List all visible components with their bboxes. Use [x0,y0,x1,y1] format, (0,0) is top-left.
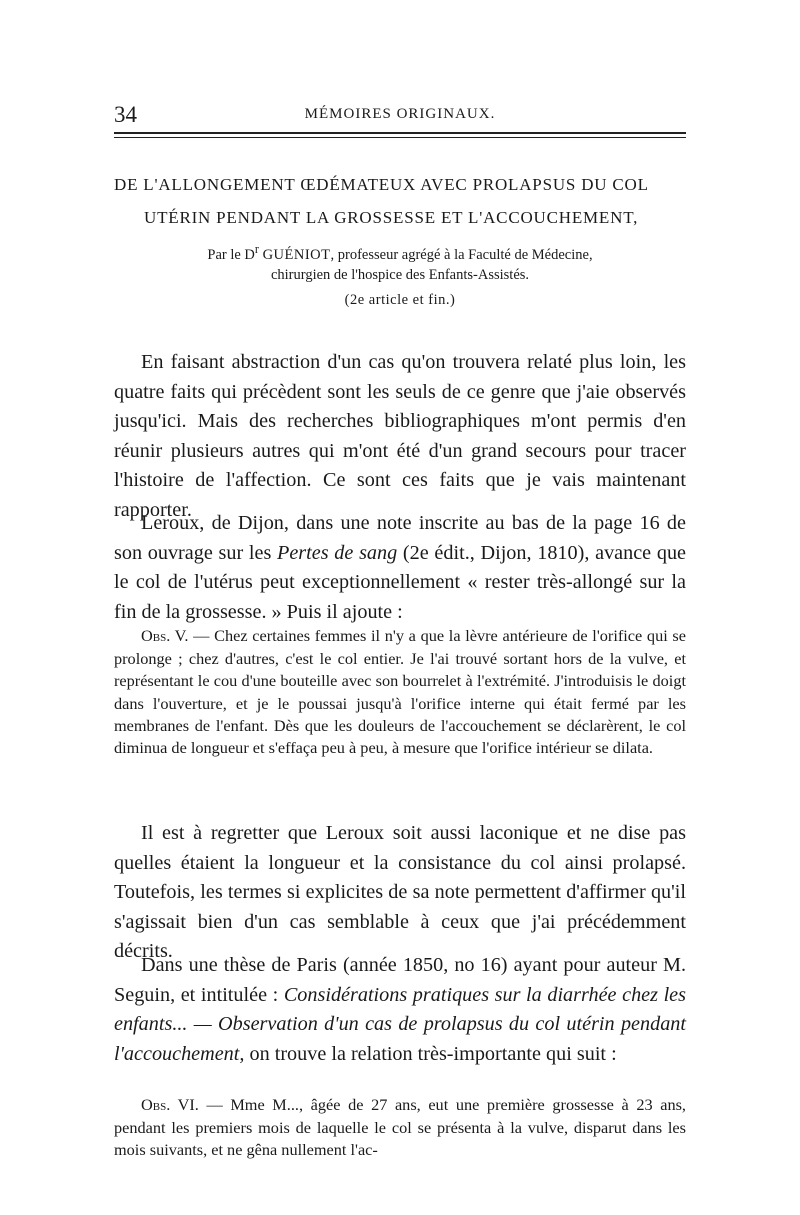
byline-sup: r [254,242,259,256]
observation-6-label: Obs. VI. [141,1095,199,1115]
observation-5 [114,625,686,759]
paragraph-1: En faisant abstraction d'un cas qu'on trouvera relaté plus loin, les quatre faits qui précèdent sont les seuls de ce genre que j'aie observés jusqu'ici. Mais des recherches bibliographiques m'ont permis d'en réunir plusieurs autres qui m'ont été d'un grand secours pour tracer l'histoire de l'affection. Ce sont ces faits que je vais maintenant rapporter. [114,351,686,521]
observation-5-text: — Chez certaines femmes il n'y a que la lèvre antérieure de l'orifice qui se prolonge ; chez d'autres, c'est le col entier. Je l'ai trouvé sortant hors de la vulve, et représentant le cou d'une bouteille avec son bourrelet à l'extrémité. J'introduisis le doigt dans l'ouverture, et je le poussai jusqu'à l'orifice interne qui était fermé par les membranes de l'enfant. Dès que les douleurs de l'accouchement se déclarèrent, le col diminua de longueur et s'effaça peu à peu, à mesure que l'orifice intérieur se dilata. [114,626,686,758]
paragraph-2-text-b: (2e édit., Dijon, 1810), avance que le col de l'utérus peut exceptionnellement « rester très-allongé sur la fin de la grossesse. » Puis il ajoute : [114,541,686,623]
paragraph-2-text-a: Leroux, de Dijon, dans une note inscrite au bas de la page 16 de son ouvrage sur les [114,512,686,564]
header-rule-thick [114,132,686,134]
observation-6-text: — Mme M..., âgée de 27 ans, eut une première grossesse à 23 ans, pendant les premiers mois de laquelle le col se présenta à la vulve, disparut dans les mois suivants, et ne gêna nullement l'ac- [114,1095,686,1160]
article-title-line-1: DE L'ALLONGEMENT ŒDÉMATEUX AVEC PROLAPSUS DU COL [114,175,649,194]
article-title-line-2: UTÉRIN PENDANT LA GROSSESSE ET L'ACCOUCHEMENT, [144,208,639,227]
byline-line-1 [0,239,800,265]
part-note: (2e article et fin.) [344,292,456,308]
author-name: GUÉNIOT [262,246,331,263]
paragraph-2 [114,509,686,627]
byline [0,239,800,285]
paragraph-4-text-b: on trouve la relation très-importante qui suit : [244,1042,617,1065]
observation-5-label: Obs. V. [141,626,189,646]
paragraph-4-text-a: Dans une thèse de Paris (année 1850, no 16) ayant pour auteur M. Seguin, et intitulée : [114,954,686,1006]
page-number: 34 [114,102,137,127]
article-title [114,168,686,234]
book-title-pertes-de-sang: Pertes de sang [277,541,398,564]
paragraph-3: Il est à regretter que Leroux soit aussi laconique et ne dise pas quelles étaient la longueur et la consistance du col ainsi prolapsé. Toutefois, les termes si explicites de sa note permettent d'affirmer qu'il s'agissait bien d'un cas semblable à ceux que j'ai précédemment décrits. [114,822,686,963]
byline-rest: , professeur agrégé à la Faculté de Médecine, [330,246,593,263]
running-head [0,96,800,132]
byline-prefix: Par le D [207,246,255,263]
byline-line-2: chirurgien de l'hospice des Enfants-Assistés. [270,266,530,283]
header-rule-thin [114,137,686,138]
thesis-title: Considérations pratiques sur la diarrhée chez les enfants... — Observation d'un cas de prolapsus du col utérin pendant l'accouchement, [114,983,686,1065]
running-title: MÉMOIRES ORIGINAUX. [304,106,496,122]
observation-6 [114,1094,686,1161]
paragraph-4 [114,951,686,1069]
